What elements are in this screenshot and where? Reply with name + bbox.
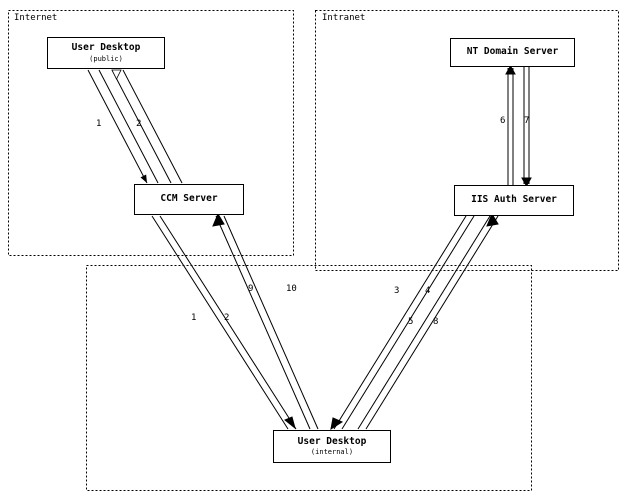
edge-label-1-internal: 1 bbox=[191, 313, 197, 323]
edge-label-6: 6 bbox=[500, 116, 506, 126]
zone-label-internet: Internet bbox=[14, 13, 58, 23]
node-title: CCM Server bbox=[160, 193, 218, 205]
node-title: IIS Auth Server bbox=[471, 194, 557, 206]
edge-label-8: 8 bbox=[433, 317, 439, 327]
node-title: NT Domain Server bbox=[466, 46, 559, 58]
node-subtitle: (internal) bbox=[310, 448, 354, 457]
edge-label-3: 3 bbox=[394, 286, 400, 296]
edge-label-1-public: 1 bbox=[96, 119, 102, 129]
conn-internal-desktop-iis bbox=[358, 214, 498, 429]
zone-label-intranet: Intranet bbox=[322, 13, 366, 23]
node-nt-domain-server[interactable] bbox=[450, 38, 575, 67]
edge-label-10: 10 bbox=[286, 284, 297, 294]
edge-label-2-public: 2 bbox=[136, 119, 142, 129]
node-subtitle: (public) bbox=[89, 54, 123, 63]
conn-public-desktop-ccm bbox=[88, 70, 182, 183]
node-title: User Desktop bbox=[71, 42, 141, 54]
node-iis-auth-server[interactable] bbox=[454, 185, 574, 216]
edge-label-2-internal: 2 bbox=[224, 313, 230, 323]
node-ccm-server[interactable] bbox=[134, 184, 244, 215]
edge-label-5: 5 bbox=[408, 317, 414, 327]
node-title: User Desktop bbox=[297, 435, 367, 447]
edge-label-4: 4 bbox=[425, 286, 431, 296]
conn-iis-internal-desktop bbox=[331, 216, 474, 429]
edge-label-9: 9 bbox=[248, 284, 254, 294]
edge-label-7: 7 bbox=[524, 116, 530, 126]
conn-nt-domain-iis bbox=[506, 66, 531, 186]
node-user-desktop-public[interactable] bbox=[47, 37, 165, 69]
node-user-desktop-internal[interactable] bbox=[273, 430, 391, 463]
